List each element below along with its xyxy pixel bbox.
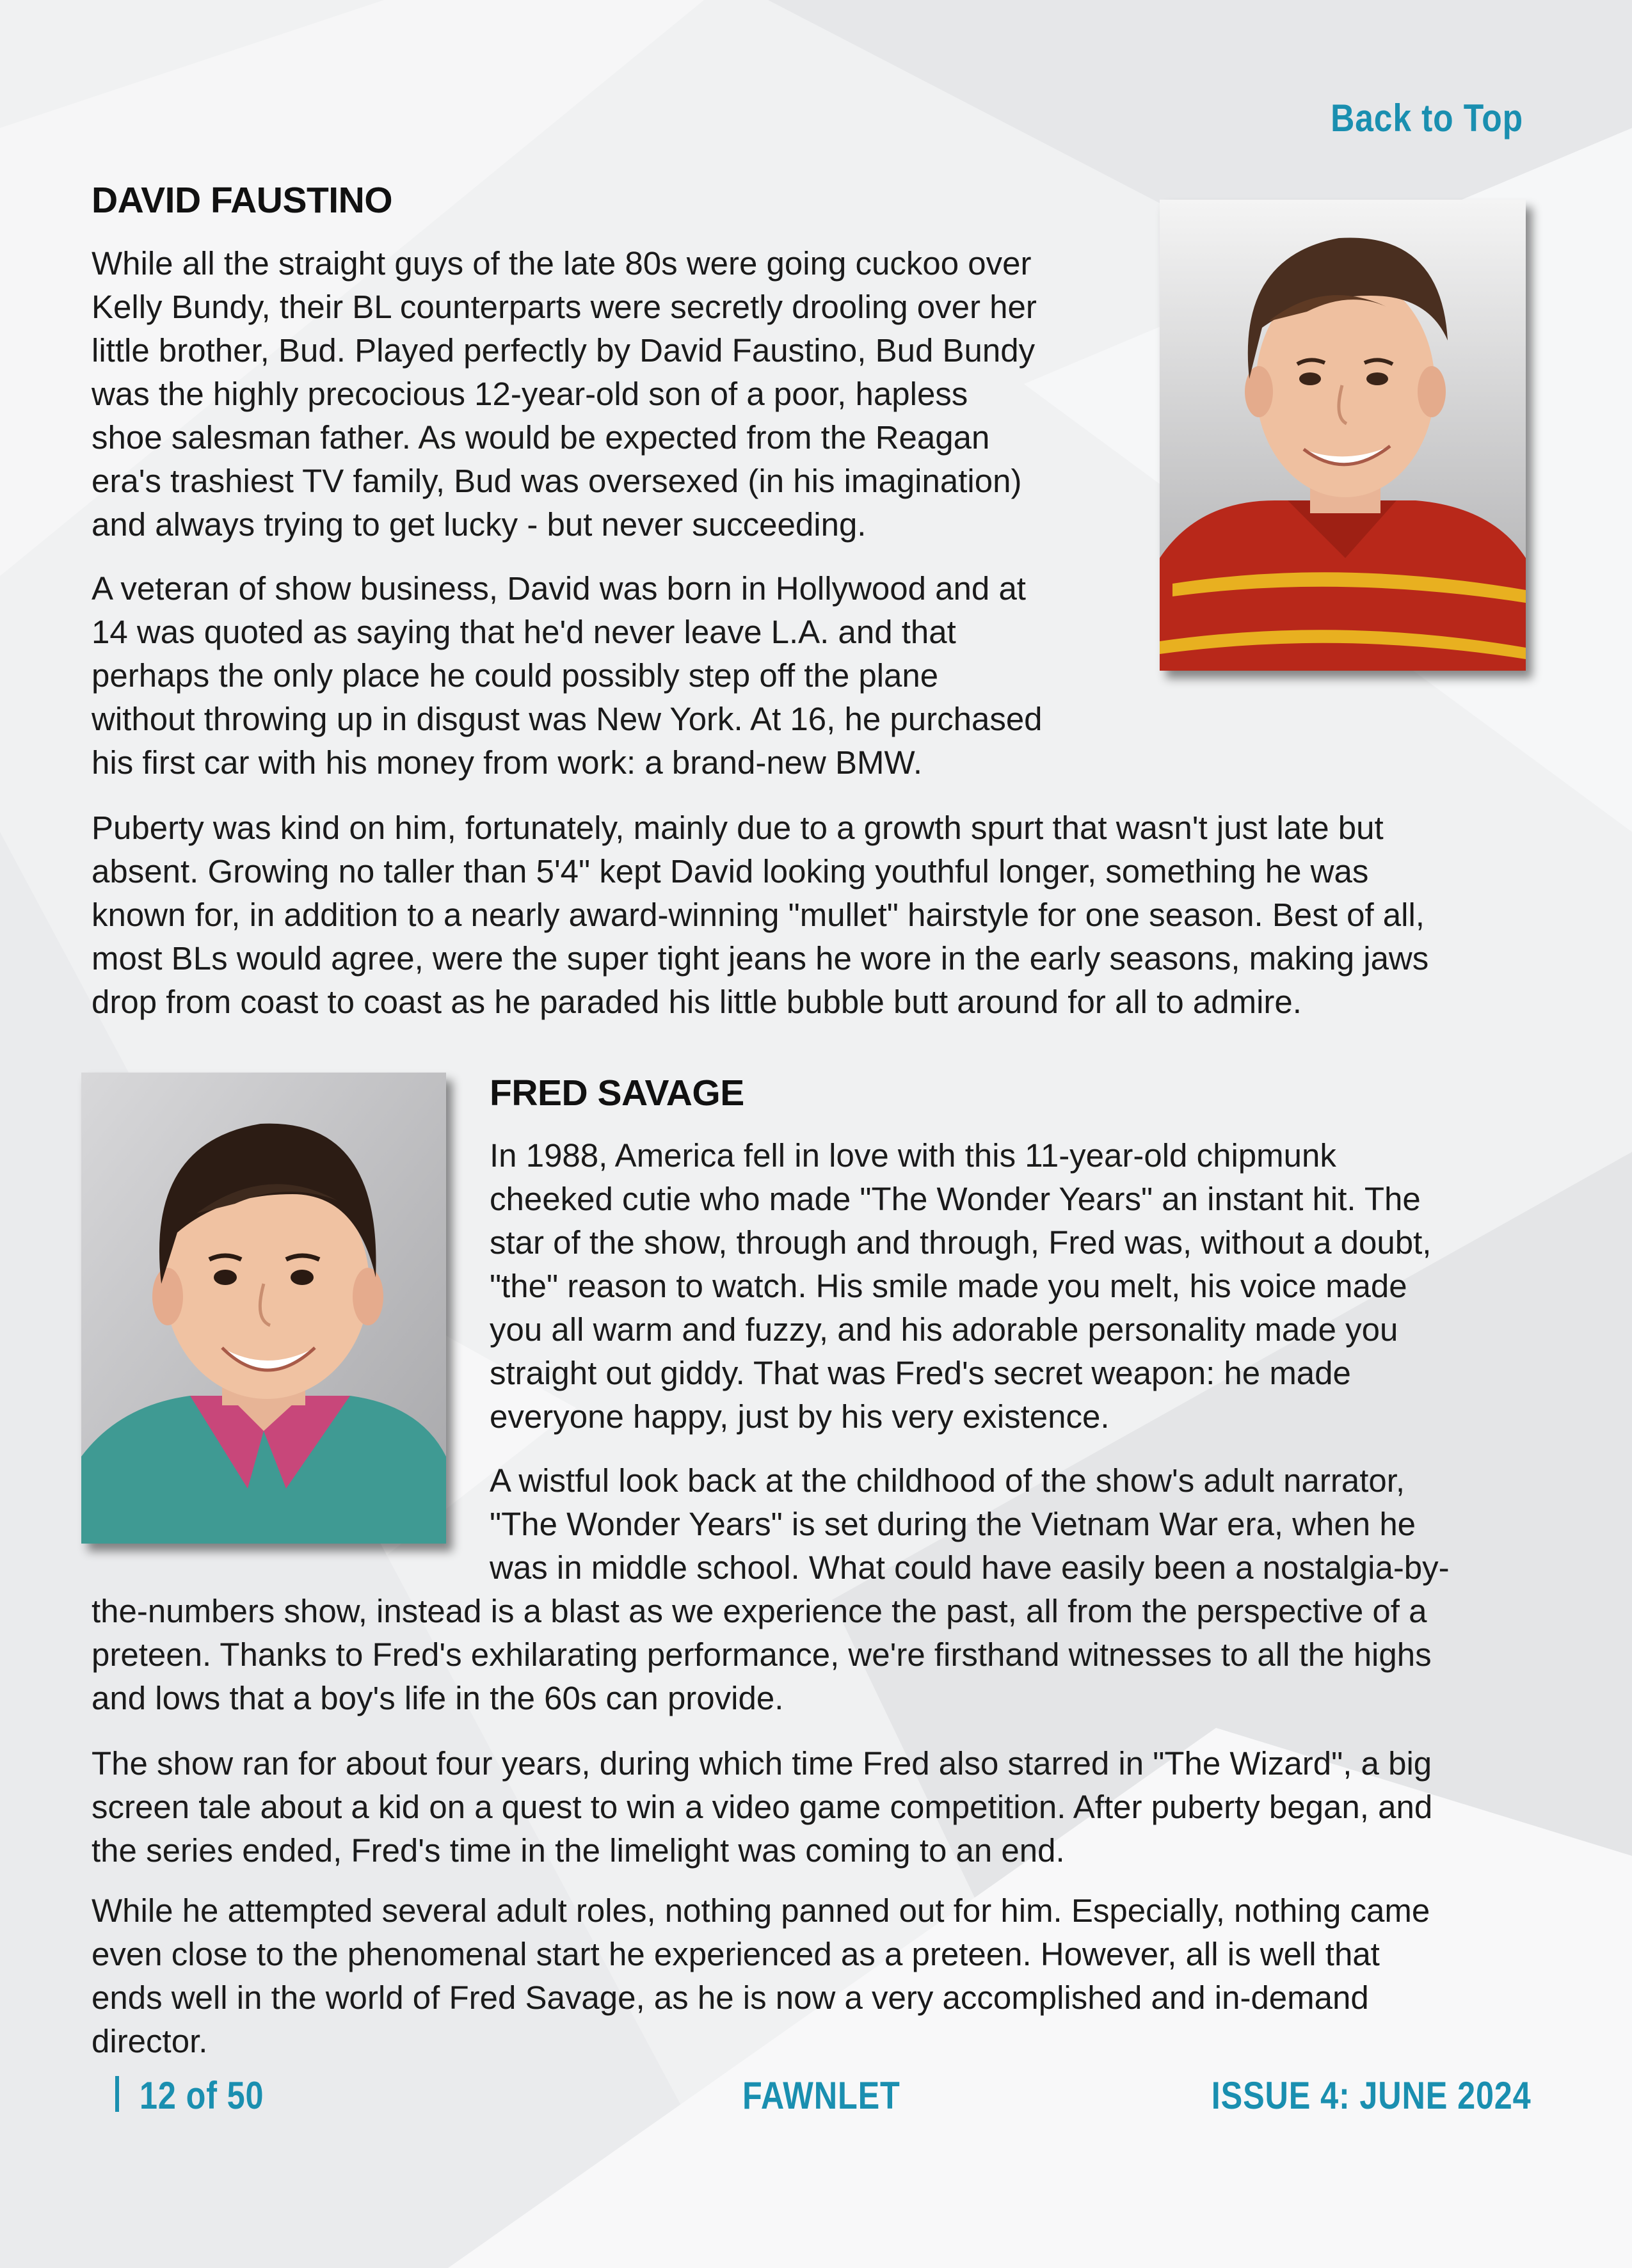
fred-savage-photo <box>81 1073 446 1544</box>
footer-page-number: 12 of 50 <box>140 2074 264 2117</box>
portrait-photo-icon <box>81 1073 446 1544</box>
footer-divider <box>115 2076 119 2112</box>
article1-paragraph-2: A veteran of show business, David was born in Hollywood and at 14 was quoted as saying that he'd never leave L.A. and that perhaps the only place he could possibly step off the plane without throwing up in disgust was New York. At 16, he purchased his first car with his money from work: a brand-new BMW. <box>92 570 1043 781</box>
article1-paragraph-1: While all the straight guys of the late 80s were going cuckoo over Kelly Bundy, their BL counterparts were secretly drooling over her little brother, Bud. Played perfectly by David Faustino, Bud Bundy was the highly precocious 12-year-old son of a poor, hapless shoe salesman father. As would be expected from the Reagan era's trashiest TV family, Bud was oversexed (in his imagination) and always trying to get lucky - but never succeeding. <box>92 245 1037 543</box>
footer-publication: FAWNLET <box>742 2074 900 2117</box>
article1-paragraph-3: Puberty was kind on him, fortunately, mainly due to a growth spurt that wasn't just late but absent. Growing no taller than 5'4" kept David looking youthful longer, something he was known for, in addition to a nearly award-winning "mullet" hairstyle for one season. Best of all, most BLs would agree, were the super tight jeans he wore in the early seasons, making jaws drop from coast to coast as he paraded his little bubble butt around for all to admire. <box>92 810 1429 1020</box>
portrait-photo-icon <box>1160 200 1526 671</box>
article2-paragraph-2-wrapped: A wistful look back at the childhood of the show's adult narrator, "The Wonder Years" is set during the Vietnam War era, when he was in middle school. What could have easily been a nostalgia-by- <box>490 1462 1450 1586</box>
back-to-top-link[interactable]: Back to Top <box>1331 97 1523 140</box>
article2-paragraph-3: The show ran for about four years, during which time Fred also starred in "The Wizard", a big screen tale about a kid on a quest to win a video game competition. After puberty began, and the series ended, Fred's time in the limelight was coming to an end. <box>92 1745 1433 1869</box>
article-heading-david-faustino: DAVID FAUSTINO <box>92 180 393 221</box>
article2-paragraph-4: While he attempted several adult roles, nothing panned out for him. Especially, nothing came even close to the phenomenal start he experienced as a preteen. However, all is well that ends well in the world of Fred Savage, as he is now a very accomplished and in-demand director. <box>92 1892 1430 2059</box>
footer-issue: ISSUE 4: JUNE 2024 <box>1211 2074 1532 2117</box>
article2-paragraph-1: In 1988, America fell in love with this 11-year-old chipmunk cheeked cutie who made "The Wonder Years" an instant hit. The star of the show, through and through, Fred was, without a doubt, "the" reason to watch. His smile made you melt, his voice made you all warm and fuzzy, and his adorable personality made you straight out giddy. That was Fred's secret weapon: he made everyone happy, just by his very existence. <box>490 1137 1432 1435</box>
article2-paragraph-2-continued: the-numbers show, instead is a blast as we experience the past, all from the perspective of a preteen. Thanks to Fred's exhilarating performance, we're firsthand witnesses to all the highs and lows that a boy's life in the 60s can provide. <box>92 1593 1432 1716</box>
article-heading-fred-savage: FRED SAVAGE <box>490 1073 744 1114</box>
david-faustino-photo <box>1160 200 1526 671</box>
